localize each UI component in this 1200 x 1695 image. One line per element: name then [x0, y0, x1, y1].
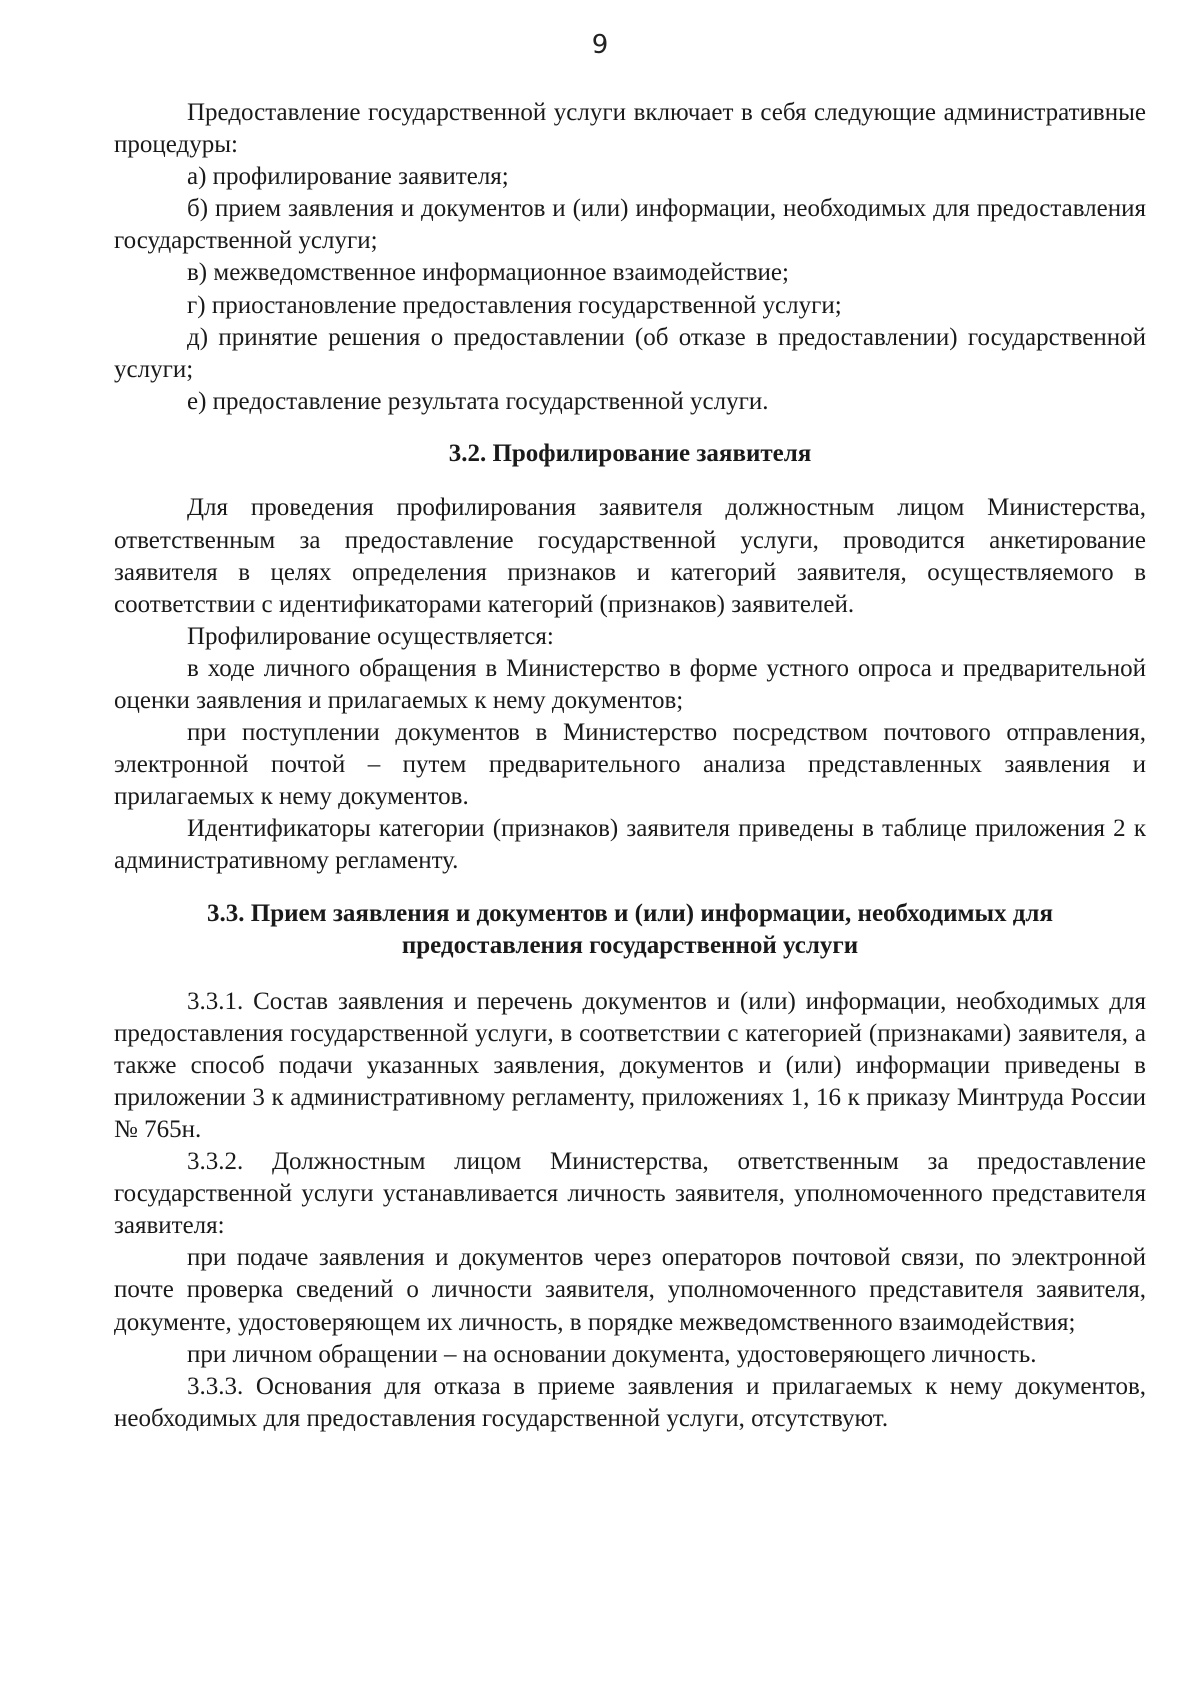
procedure-list-item: г) приостановление предоставления государственной услуги;: [187, 291, 842, 319]
section-heading-3-3: [114, 898, 1146, 963]
intro-paragraph: Предоставление государственной услуги включает в себя следующие административные процедуры:: [114, 99, 1146, 159]
section-paragraph: Идентификаторы категории (признаков) заявителя приведены в таблице приложения 2 к административному регламенту.: [114, 815, 1146, 875]
section-paragraph: Профилирование осуществляется:: [187, 622, 554, 650]
section-paragraph: при поступлении документов в Министерство посредством почтового отправления, электронной почтой – путем предварительного анализа представленных заявления и прилагаемых к нему документов.: [114, 719, 1146, 811]
section-heading-3-2: 3.2. Профилирование заявителя: [448, 439, 812, 467]
section-heading-line: предоставления государственной услуги: [401, 932, 859, 960]
section-paragraph: при личном обращении – на основании документа, удостоверяющего личность.: [187, 1340, 1037, 1368]
section-paragraph: Для проведения профилирования заявителя должностным лицом Министерства, ответственным за предоставление государственной услуги, проводится анкетирование заявителя в целях определения признаков и категорий заявителя, осуществляемого в соответствии с идентификаторами категорий (признаков) заявителей.: [114, 494, 1146, 618]
section-heading-line: 3.3. Прием заявления и документов и (или) информации, необходимых для: [207, 899, 1053, 927]
page-number: 9: [591, 30, 609, 60]
procedure-list-item: д) принятие решения о предоставлении (об отказе в предоставлении) государственной услуги;: [114, 323, 1146, 383]
procedure-list-item: а) профилирование заявителя;: [187, 163, 509, 191]
document-body: [114, 97, 1146, 1435]
procedure-list-item: е) предоставление результата государственной услуги.: [187, 387, 769, 415]
section-paragraph: в ходе личного обращения в Министерство в форме устного опроса и предварительной оценки заявления и прилагаемых к нему документов;: [114, 654, 1146, 714]
procedure-list-item: в) межведомственное информационное взаимодействие;: [187, 259, 789, 287]
section-paragraph: 3.3.3. Основания для отказа в приеме заявления и прилагаемых к нему документов, необходимых для предоставления государственной услуги, отсутствуют.: [114, 1372, 1146, 1432]
section-paragraph: 3.3.2. Должностным лицом Министерства, ответственным за предоставление государственной услуги устанавливается личность заявителя, уполномоченного представителя заявителя:: [114, 1148, 1146, 1240]
section-paragraph: при подаче заявления и документов через операторов почтовой связи, по электронной почте проверка сведений о личности заявителя, уполномоченного представителя заявителя, документе, удостоверяющем их личность, в порядке межведомственного взаимодействия;: [114, 1244, 1146, 1336]
procedure-list-item: б) прием заявления и документов и (или) информации, необходимых для предоставления государственной услуги;: [114, 195, 1146, 255]
section-paragraph: 3.3.1. Состав заявления и перечень документов и (или) информации, необходимых для предоставления государственной услуги, в соответствии с категорией (признаками) заявителя, а также способ подачи указанных заявления, документов и (или) информации приведены в приложении 3 к административному регламенту, приложениях 1, 16 к приказу Минтруда России № 765н.: [114, 987, 1146, 1143]
